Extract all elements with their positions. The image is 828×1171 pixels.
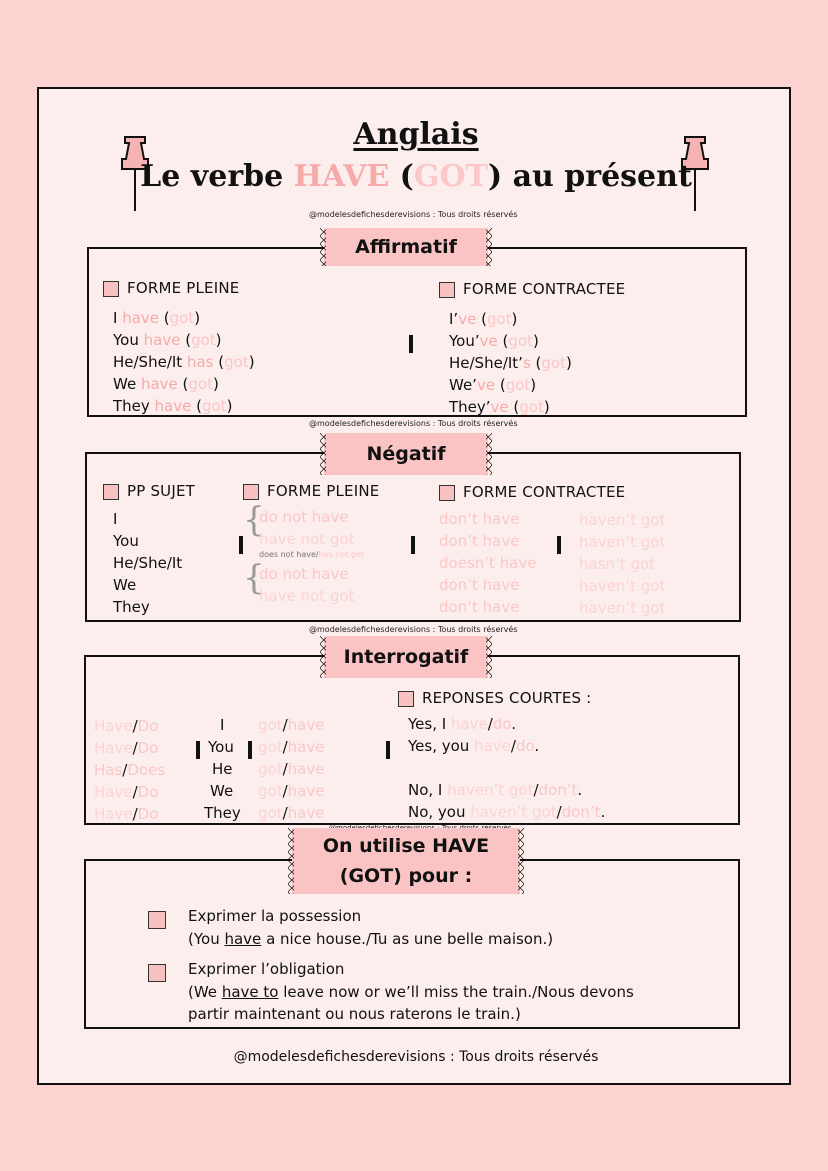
negatif-contracted-got: haven’t got [579, 577, 666, 595]
affirm-contracted-row: We’ve (got) [449, 376, 537, 394]
interro-aux: Have/Do [94, 739, 159, 757]
interro-aux: Have/Do [94, 805, 159, 823]
checkbox-icon [148, 911, 166, 929]
interro-subject: I [220, 716, 225, 734]
negatif-contracted-have: don’t have [439, 576, 520, 594]
divider-bar [386, 741, 390, 759]
divider-bar [196, 741, 200, 759]
short-answer-yes: Yes, you have/do. [408, 737, 540, 755]
negatif-full-item: have not got [259, 530, 355, 548]
negatif-full-item: do not have [259, 508, 349, 526]
negatif-subject-header: PP SUJET [103, 482, 195, 500]
brace-icon: { [243, 500, 265, 540]
affirm-contracted-row: You’ve (got) [449, 332, 539, 350]
usage-banner: On utilise HAVE (GOT) pour : [292, 828, 520, 894]
interro-verb: got/have [258, 738, 325, 756]
negatif-subject: We [113, 576, 137, 594]
negatif-contracted-got: hasn’t got [579, 555, 656, 573]
affirm-full-row: I have (got) [113, 309, 201, 327]
footer-copyright: @modelesdefichesderevisions : Tous droits réservés [233, 1049, 599, 1065]
short-answer-no: No, I haven’t got/don’t. [408, 781, 583, 799]
checkbox-icon [148, 964, 166, 982]
divider-bar [557, 536, 561, 554]
negatif-subject: You [113, 532, 139, 550]
interro-aux: Have/Do [94, 783, 159, 801]
divider-bar [409, 335, 413, 353]
interro-verb: got/have [258, 760, 325, 778]
checkbox-icon [439, 282, 455, 298]
negatif-banner: Négatif [324, 433, 488, 475]
affirmatif-box [87, 247, 747, 417]
usage-obligation-example: (We have to leave now or we’ll miss the train./Nous devons [188, 983, 634, 1001]
negatif-full-item: have not got [259, 587, 355, 605]
negatif-contracted-have: don’t have [439, 510, 520, 528]
negatif-contracted-got: haven’t got [579, 599, 666, 617]
usage-obligation-title: Exprimer l’obligation [188, 960, 345, 978]
usage-item-possession [148, 909, 174, 929]
affirm-contracted-row: They’ve (got) [449, 398, 550, 416]
short-answer-no: No, you haven’t got/don’t. [408, 803, 606, 821]
affirm-full-row: You have (got) [113, 331, 222, 349]
interro-subject: He [212, 760, 233, 778]
negatif-full-item: do not have [259, 565, 349, 583]
negatif-subject: He/She/It [113, 554, 183, 572]
interro-subject: They [204, 804, 241, 822]
negatif-contracted-got: haven’t got [579, 533, 666, 551]
interro-verb: got/have [258, 782, 325, 800]
negatif-contracted-have: don’t have [439, 532, 520, 550]
usage-item-obligation [148, 962, 174, 982]
affirm-full-row: They have (got) [113, 397, 233, 415]
interro-subject: We [210, 782, 234, 800]
short-answer-yes: Yes, I have/do. [408, 715, 517, 733]
affirm-full-row: We have (got) [113, 375, 219, 393]
copyright-note: @modelesdefichesderevisions : Tous droits réservés [309, 210, 518, 219]
affirmatif-contracted-header: FORME CONTRACTEE [439, 280, 625, 298]
negatif-subject: They [113, 598, 150, 616]
divider-bar [248, 741, 252, 759]
copyright-note: @modelesdefichesderevisions : Tous droits réservés [309, 419, 518, 428]
affirm-contracted-row: He/She/It’s (got) [449, 354, 572, 372]
worksheet-page [37, 87, 791, 1085]
usage-obligation-example-cont: partir maintenant ou nous raterons le train.) [188, 1005, 521, 1023]
negatif-contracted-header: FORME CONTRACTEE [439, 483, 625, 501]
affirm-full-row: He/She/It has (got) [113, 353, 255, 371]
interro-subject: You [208, 738, 234, 756]
negatif-box [85, 452, 741, 622]
negatif-full-header: FORME PLEINE [243, 482, 379, 500]
affirmatif-full-header: FORME PLEINE [103, 279, 239, 297]
checkbox-icon [103, 281, 119, 297]
interrogatif-box [84, 655, 740, 825]
checkbox-icon [103, 484, 119, 500]
interro-aux: Has/Does [94, 761, 166, 779]
interro-verb: got/have [258, 716, 325, 734]
usage-possession-title: Exprimer la possession [188, 907, 362, 925]
negatif-full-small: does not have/has not got [259, 550, 365, 559]
interrogatif-banner: Interrogatif [324, 636, 488, 678]
interro-verb: got/have [258, 804, 325, 822]
negatif-subject: I [113, 510, 118, 528]
checkbox-icon [243, 484, 259, 500]
interro-aux: Have/Do [94, 717, 159, 735]
checkbox-icon [398, 691, 414, 707]
divider-bar [411, 536, 415, 554]
brace-icon: { [243, 558, 265, 598]
usage-possession-example: (You have a nice house./Tu as une belle maison.) [188, 930, 554, 948]
copyright-note: @modelesdefichesderevisions : Tous droits réservés [309, 625, 518, 634]
page-subtitle: Le verbe HAVE (GOT) au présent [140, 159, 692, 194]
negatif-contracted-have: doesn’t have [439, 554, 537, 572]
negatif-contracted-have: don’t have [439, 598, 520, 616]
checkbox-icon [439, 485, 455, 501]
short-answers-header: REPONSES COURTES : [398, 689, 591, 707]
page-title: Anglais [353, 117, 479, 152]
negatif-contracted-got: haven’t got [579, 511, 666, 529]
affirm-contracted-row: I’ve (got) [449, 310, 518, 328]
affirmatif-banner: Affirmatif [324, 228, 488, 266]
